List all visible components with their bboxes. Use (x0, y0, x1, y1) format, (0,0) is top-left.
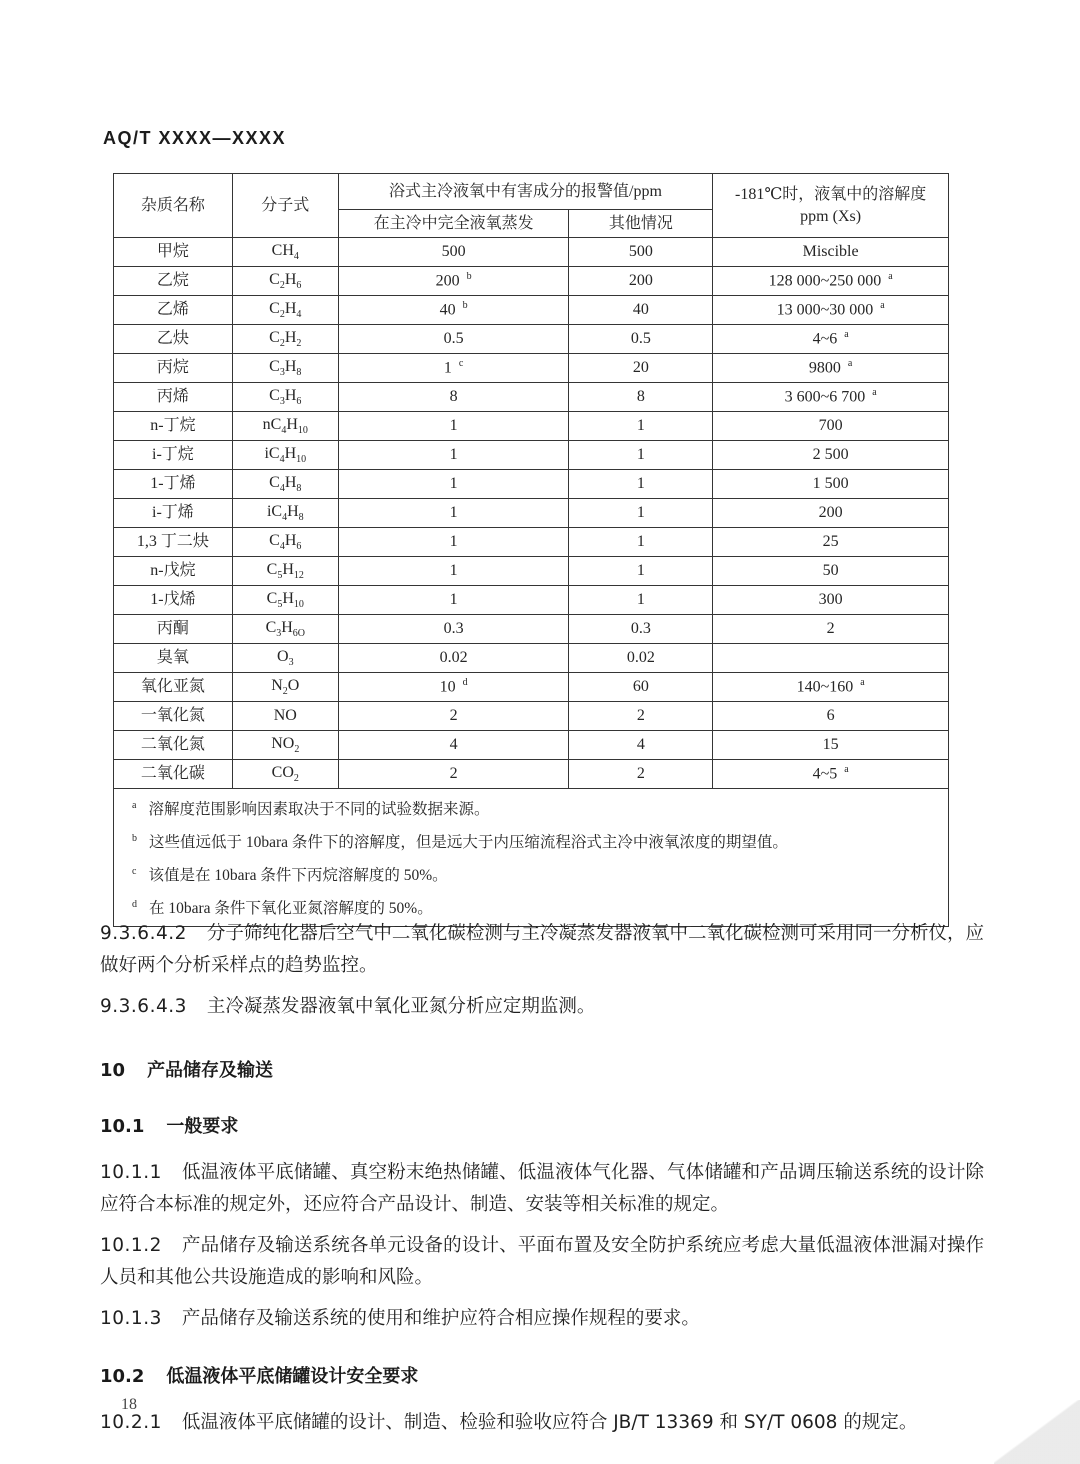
table-row (114, 702, 949, 731)
formula-cell: $C_3H_6$ (232, 383, 338, 412)
impurity-name-cell: 1-丁烯 (114, 470, 233, 499)
solubility-cell: 50 (713, 557, 949, 586)
impurity-name-cell: 1,3 丁二炔 (114, 528, 233, 557)
clause-text: 主冷凝蒸发器液氧中氧化亚氮分析应定期监测。 (206, 996, 596, 1017)
solubility-cell: 6 (713, 702, 949, 731)
col-header-solubility-line1: -181℃时，液氧中的溶解度 (735, 185, 927, 203)
table-row (114, 586, 949, 615)
formula-cell: $O_3$ (232, 644, 338, 673)
table-row (114, 615, 949, 644)
table-row (114, 238, 949, 267)
alarm-other-cell: 1 (569, 557, 713, 586)
clause-10-1-3 (100, 1303, 984, 1335)
solubility-cell: 140~160 $^a$ (713, 673, 949, 702)
solubility-cell: 128 000~250 000 $^a$ (713, 267, 949, 296)
footnote-item: $^d$ 在 10bara 条件下氧化亚氮溶解度的 50%。 (132, 899, 433, 918)
col-header-alarm-other: 其他情况 (569, 210, 713, 238)
section-title: 低温液体平底储罐设计安全要求 (166, 1366, 419, 1387)
solubility-cell: 700 (713, 412, 949, 441)
impurity-name-cell: 乙烯 (114, 296, 233, 325)
alarm-other-cell: 1 (569, 441, 713, 470)
section-number: 10 (100, 1060, 126, 1081)
formula-cell: $C_2H_2$ (232, 325, 338, 354)
section-number: 10.1 (100, 1116, 145, 1137)
clause-10-1-2 (100, 1230, 984, 1294)
clause-9-3-6-4-3 (100, 991, 984, 1023)
solubility-cell: 1 500 (713, 470, 949, 499)
formula-cell: $C_5H_{12}$ (232, 557, 338, 586)
alarm-other-cell: 2 (569, 702, 713, 731)
footnote-item: $^c$ 该值是在 10bara 条件下丙烷溶解度的 50%。 (132, 866, 448, 885)
clause-number: 10.1.2 (100, 1235, 162, 1256)
formula-cell: NO (232, 702, 338, 731)
scan-corner-artifact (994, 1400, 1080, 1464)
alarm-full-evap-cell: 8 (338, 383, 569, 412)
table-row (114, 354, 949, 383)
formula-cell: $nC_4H_{10}$ (232, 412, 338, 441)
formula-cell: $C_5H_{10}$ (232, 586, 338, 615)
formula-cell: $iC_4H_{10}$ (232, 441, 338, 470)
table-row (114, 673, 949, 702)
alarm-full-evap-cell: 1 (338, 499, 569, 528)
alarm-full-evap-cell: 500 (338, 238, 569, 267)
solubility-cell (713, 644, 949, 673)
solubility-cell: 200 (713, 499, 949, 528)
table-row (114, 267, 949, 296)
impurity-name-cell: i-丁烷 (114, 441, 233, 470)
clause-text: 分子筛纯化器后空气中二氧化碳检测与主冷凝蒸发器液氧中二氧化碳检测可采用同一分析仪，应做好两个分析采样点的趋势监控。 (100, 923, 984, 976)
clause-number: 9.3.6.4.3 (100, 996, 187, 1017)
clause-number: 10.2.1 (100, 1412, 162, 1433)
impurity-name-cell: 乙炔 (114, 325, 233, 354)
alarm-other-cell: 1 (569, 586, 713, 615)
table-row (114, 383, 949, 412)
table-row (114, 528, 949, 557)
section-10-2-heading (100, 1361, 984, 1393)
impurity-name-cell: 二氧化碳 (114, 760, 233, 789)
alarm-full-evap-cell: 0.3 (338, 615, 569, 644)
table-row (114, 296, 949, 325)
impurity-name-cell: 甲烷 (114, 238, 233, 267)
clause-text: 产品储存及输送系统各单元设备的设计、平面布置及安全防护系统应考虑大量低温液体泄漏对操作人员和其他公共设施造成的影响和风险。 (100, 1235, 984, 1288)
impurity-name-cell: i-丁烯 (114, 499, 233, 528)
alarm-other-cell: 200 (569, 267, 713, 296)
alarm-other-cell: 60 (569, 673, 713, 702)
formula-cell: $CO_2$ (232, 760, 338, 789)
section-title: 一般要求 (166, 1116, 239, 1137)
alarm-full-evap-cell: 0.02 (338, 644, 569, 673)
alarm-full-evap-cell: 200 $^b$ (338, 267, 569, 296)
impurity-name-cell: 臭氧 (114, 644, 233, 673)
body-text (100, 918, 984, 1448)
alarm-full-evap-cell: 2 (338, 702, 569, 731)
impurity-name-cell: n-戊烷 (114, 557, 233, 586)
alarm-full-evap-cell: 1 (338, 557, 569, 586)
alarm-full-evap-cell: 4 (338, 731, 569, 760)
impurity-table (113, 173, 949, 927)
col-header-solubility-line2: ppm (Xs) (800, 207, 862, 225)
alarm-other-cell: 0.02 (569, 644, 713, 673)
clause-text: 低温液体平底储罐、真空粉末绝热储罐、低温液体气化器、气体储罐和产品调压输送系统的设计除应符合本标准的规定外，还应符合产品设计、制造、安装等相关标准的规定。 (100, 1162, 984, 1215)
formula-cell: $C_2H_4$ (232, 296, 338, 325)
impurity-name-cell: 丙酮 (114, 615, 233, 644)
alarm-other-cell: 0.5 (569, 325, 713, 354)
clause-9-3-6-4-2 (100, 918, 984, 982)
table-row (114, 557, 949, 586)
col-header-alarm-group: 浴式主冷液氧中有害成分的报警值/ppm (338, 174, 712, 210)
formula-cell: $C_4H_8$ (232, 470, 338, 499)
solubility-cell: 2 (713, 615, 949, 644)
alarm-other-cell: 20 (569, 354, 713, 383)
col-header-solubility (713, 174, 949, 238)
alarm-full-evap-cell: 1 (338, 586, 569, 615)
alarm-other-cell: 1 (569, 499, 713, 528)
table-row (114, 644, 949, 673)
impurity-name-cell: 二氧化氮 (114, 731, 233, 760)
clause-number: 9.3.6.4.2 (100, 923, 187, 944)
impurity-name-cell: 丙烯 (114, 383, 233, 412)
impurity-name-cell: 乙烷 (114, 267, 233, 296)
solubility-cell: 25 (713, 528, 949, 557)
alarm-full-evap-cell: 10 $^d$ (338, 673, 569, 702)
table-row (114, 499, 949, 528)
clause-text: 产品储存及输送系统的使用和维护应符合相应操作规程的要求。 (181, 1308, 700, 1329)
alarm-other-cell: 500 (569, 238, 713, 267)
alarm-full-evap-cell: 1 (338, 441, 569, 470)
formula-cell: $iC_4H_8$ (232, 499, 338, 528)
col-header-formula: 分子式 (232, 174, 338, 238)
clause-number: 10.1.3 (100, 1308, 162, 1329)
alarm-other-cell: 4 (569, 731, 713, 760)
alarm-other-cell: 1 (569, 470, 713, 499)
alarm-full-evap-cell: 1 (338, 412, 569, 441)
alarm-other-cell: 0.3 (569, 615, 713, 644)
formula-cell: $C_4H_6$ (232, 528, 338, 557)
alarm-full-evap-cell: 40 $^b$ (338, 296, 569, 325)
table-row (114, 470, 949, 499)
table-row (114, 760, 949, 789)
footnote-item: $^a$ 溶解度范围影响因素取决于不同的试验数据来源。 (132, 800, 490, 819)
col-header-impurity: 杂质名称 (114, 174, 233, 238)
alarm-full-evap-cell: 1 (338, 470, 569, 499)
alarm-full-evap-cell: 2 (338, 760, 569, 789)
impurity-table-wrap (113, 173, 949, 927)
impurity-name-cell: n-丁烷 (114, 412, 233, 441)
impurity-name-cell: 氧化亚氮 (114, 673, 233, 702)
solubility-cell: Miscible (713, 238, 949, 267)
solubility-cell: 13 000~30 000 $^a$ (713, 296, 949, 325)
alarm-full-evap-cell: 1 $^c$ (338, 354, 569, 383)
alarm-other-cell: 1 (569, 528, 713, 557)
section-10-heading (100, 1055, 984, 1087)
solubility-cell: 4~5 $^a$ (713, 760, 949, 789)
section-number: 10.2 (100, 1366, 145, 1387)
formula-cell: $C_3H_8$ (232, 354, 338, 383)
alarm-other-cell: 2 (569, 760, 713, 789)
alarm-full-evap-cell: 0.5 (338, 325, 569, 354)
formula-cell: $C_3H_{6O}$ (232, 615, 338, 644)
clause-text: 低温液体平底储罐的设计、制造、检验和验收应符合 JB/T 13369 和 SY/T 0608 的规定。 (181, 1412, 918, 1433)
clause-10-2-1 (100, 1407, 984, 1439)
solubility-cell: 4~6 $^a$ (713, 325, 949, 354)
solubility-cell: 300 (713, 586, 949, 615)
table-row (114, 412, 949, 441)
clause-10-1-1 (100, 1157, 984, 1221)
footnote-list (118, 791, 944, 924)
alarm-other-cell: 40 (569, 296, 713, 325)
table-row (114, 731, 949, 760)
section-title: 产品储存及输送 (147, 1060, 274, 1081)
alarm-other-cell: 1 (569, 412, 713, 441)
footnote-item: $^b$ 这些值远低于 10bara 条件下的溶解度，但是远大于内压缩流程浴式主冷中液氧浓度的期望值。 (132, 833, 788, 852)
page-number: 18 (121, 1396, 137, 1413)
section-10-1-heading (100, 1111, 984, 1143)
alarm-other-cell: 8 (569, 383, 713, 412)
solubility-cell: 3 600~6 700 $^a$ (713, 383, 949, 412)
solubility-cell: 9800 $^a$ (713, 354, 949, 383)
doc-code: AQ/T XXXX—XXXX (103, 128, 287, 148)
formula-cell: $N_2O$ (232, 673, 338, 702)
impurity-name-cell: 丙烷 (114, 354, 233, 383)
formula-cell: $C_2H_6$ (232, 267, 338, 296)
solubility-cell: 15 (713, 731, 949, 760)
table-row (114, 441, 949, 470)
clause-number: 10.1.1 (100, 1162, 162, 1183)
formula-cell: $NO_2$ (232, 731, 338, 760)
impurity-name-cell: 1-戊烯 (114, 586, 233, 615)
solubility-cell: 2 500 (713, 441, 949, 470)
table-row (114, 325, 949, 354)
col-header-alarm-full-evap: 在主冷中完全液氧蒸发 (338, 210, 569, 238)
impurity-name-cell: 一氧化氮 (114, 702, 233, 731)
table-footnotes (114, 789, 949, 927)
alarm-full-evap-cell: 1 (338, 528, 569, 557)
formula-cell: $CH_4$ (232, 238, 338, 267)
